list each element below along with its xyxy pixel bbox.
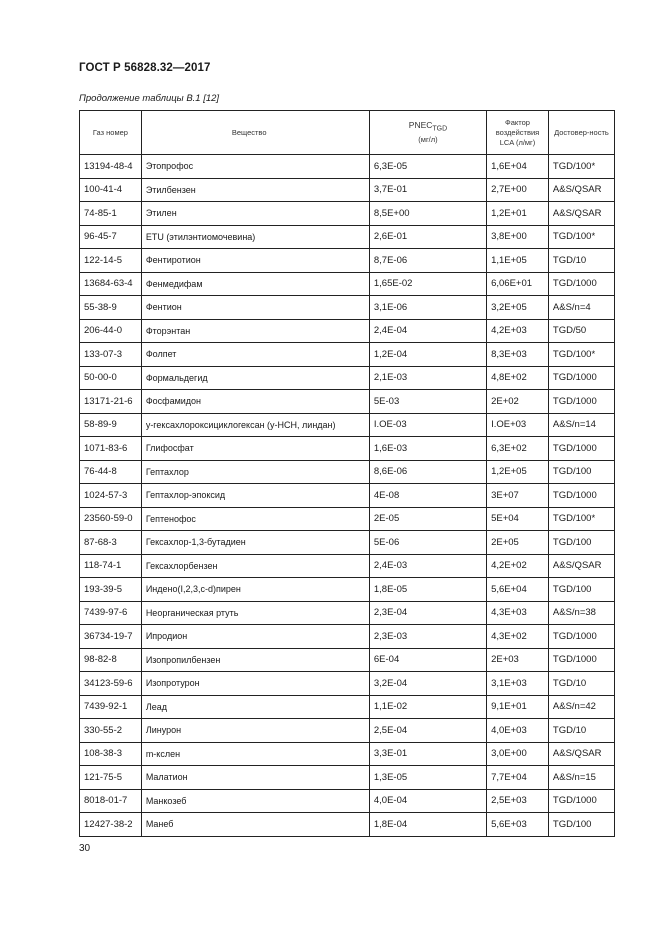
document-code: ГОСТ Р 56828.32—2017 [79,62,211,74]
cell-reliability: A&S/QSAR [548,178,614,202]
cell-reliability: A&S/QSAR [548,202,614,226]
cell-reliability: TGD/1000 [548,789,614,813]
cell-gas-number: 193-39-5 [80,578,142,602]
table-row [80,437,615,461]
cell-gas-number: 13684-63-4 [80,272,142,296]
table-body [80,155,615,837]
cell-pnec: 8,7E-06 [369,249,486,273]
table-header-row [80,111,615,155]
cell-gas-number: 118-74-1 [80,554,142,578]
cell-pnec: 6,3E-05 [369,155,486,179]
cell-substance: Малатион [141,766,369,790]
cell-gas-number: 7439-97-6 [80,601,142,625]
cell-lca: 2E+05 [487,531,549,555]
cell-pnec: I.OE-03 [369,413,486,437]
cell-lca: 2E+02 [487,390,549,414]
cell-pnec: 1,2E-04 [369,343,486,367]
cell-pnec: 2,4E-04 [369,319,486,343]
cell-lca: 5,6E+04 [487,578,549,602]
cell-lca: 3,0E+00 [487,742,549,766]
cell-gas-number: 330-55-2 [80,719,142,743]
cell-substance: Этилбензен [141,178,369,202]
cell-lca: 5E+04 [487,507,549,531]
cell-reliability: TGD/100 [548,578,614,602]
cell-gas-number: 23560-59-0 [80,507,142,531]
header-reliability: Достовер-ность [548,111,614,155]
table-row [80,413,615,437]
cell-gas-number: 55-38-9 [80,296,142,320]
cell-pnec: 3,2E-04 [369,672,486,696]
cell-gas-number: 133-07-3 [80,343,142,367]
cell-gas-number: 1024-57-3 [80,484,142,508]
cell-reliability: A&S/n=38 [548,601,614,625]
cell-pnec: 2,4E-03 [369,554,486,578]
cell-reliability: TGD/1000 [548,272,614,296]
cell-reliability: TGD/100* [548,507,614,531]
table-row [80,742,615,766]
table-row [80,366,615,390]
cell-gas-number: 7439-92-1 [80,695,142,719]
data-table [79,110,615,837]
cell-substance: Неорганическая ртуть [141,601,369,625]
cell-lca: 9,1E+01 [487,695,549,719]
cell-lca: 3E+07 [487,484,549,508]
cell-pnec: 8,6E-06 [369,460,486,484]
cell-substance: Этилен [141,202,369,226]
cell-reliability: TGD/1000 [548,625,614,649]
cell-substance: Фолпет [141,343,369,367]
cell-reliability: TGD/100* [548,343,614,367]
cell-pnec: 1,6E-03 [369,437,486,461]
cell-substance: Изопропилбензен [141,648,369,672]
table-row [80,789,615,813]
table-row [80,625,615,649]
cell-substance: Гексахлор-1,3-бутадиен [141,531,369,555]
table-row [80,155,615,179]
cell-reliability: TGD/10 [548,719,614,743]
cell-reliability: TGD/50 [548,319,614,343]
cell-reliability: A&S/n=42 [548,695,614,719]
cell-lca: 2E+03 [487,648,549,672]
cell-lca: 1,6E+04 [487,155,549,179]
cell-substance: Гексахлорбензен [141,554,369,578]
cell-substance: Линурон [141,719,369,743]
cell-lca: 3,2E+05 [487,296,549,320]
cell-substance: Леад [141,695,369,719]
cell-reliability: TGD/10 [548,672,614,696]
cell-lca: 1,1E+05 [487,249,549,273]
table-row [80,390,615,414]
table-row [80,202,615,226]
cell-lca: 4,0E+03 [487,719,549,743]
cell-substance: ETU (этилэнтиомочевина) [141,225,369,249]
table-row [80,272,615,296]
cell-reliability: TGD/1000 [548,484,614,508]
cell-substance: Глифосфат [141,437,369,461]
cell-gas-number: 121-75-5 [80,766,142,790]
cell-substance: Формальдегид [141,366,369,390]
cell-lca: 7,7E+04 [487,766,549,790]
cell-lca: 6,06E+01 [487,272,549,296]
header-pnec-main: PNEC [408,120,433,131]
table-row [80,319,615,343]
cell-reliability: TGD/1000 [548,366,614,390]
cell-lca: 2,5E+03 [487,789,549,813]
cell-gas-number: 122-14-5 [80,249,142,273]
cell-reliability: TGD/100 [548,531,614,555]
table-row [80,672,615,696]
table-caption: Продолжение таблицы В.1 [12] [79,93,220,104]
header-pnec-unit: (мг/л) [418,134,438,144]
cell-reliability: A&S/QSAR [548,742,614,766]
cell-lca: 5,6E+03 [487,813,549,837]
table-row [80,719,615,743]
cell-gas-number: 12427-38-2 [80,813,142,837]
table-row [80,225,615,249]
cell-gas-number: 74-85-1 [80,202,142,226]
table-row [80,296,615,320]
cell-pnec: 1,8E-04 [369,813,486,837]
cell-lca: 4,2E+03 [487,319,549,343]
cell-gas-number: 13171-21-6 [80,390,142,414]
table-row [80,648,615,672]
cell-gas-number: 108-38-3 [80,742,142,766]
cell-reliability: TGD/1000 [548,648,614,672]
cell-pnec: 1,3E-05 [369,766,486,790]
cell-gas-number: 50-00-0 [80,366,142,390]
cell-gas-number: 1071-83-6 [80,437,142,461]
cell-reliability: TGD/100 [548,460,614,484]
cell-pnec: 2,3E-03 [369,625,486,649]
cell-reliability: TGD/100 [548,813,614,837]
cell-lca: 6,3E+02 [487,437,549,461]
cell-substance: Фентион [141,296,369,320]
cell-substance: у-гексахлороксициклогексан (у-НСН, линдан) [141,413,369,437]
page-number: 30 [79,843,91,854]
cell-reliability: A&S/n=4 [548,296,614,320]
cell-gas-number: 34123-59-6 [80,672,142,696]
cell-pnec: 8,5E+00 [369,202,486,226]
cell-reliability: A&S/n=15 [548,766,614,790]
cell-gas-number: 8018-01-7 [80,789,142,813]
cell-reliability: TGD/100* [548,155,614,179]
table-row [80,249,615,273]
cell-pnec: 4,0E-04 [369,789,486,813]
cell-reliability: TGD/100* [548,225,614,249]
cell-substance: Фосфамидон [141,390,369,414]
cell-pnec: 2,1E-03 [369,366,486,390]
cell-substance: Фторэнтан [141,319,369,343]
cell-lca: 3,1E+03 [487,672,549,696]
cell-substance: Гептахлор [141,460,369,484]
cell-gas-number: 76-44-8 [80,460,142,484]
cell-reliability: A&S/QSAR [548,554,614,578]
cell-lca: 4,3E+02 [487,625,549,649]
cell-substance: Фенмедифам [141,272,369,296]
header-gas-number: Газ номер [80,111,142,155]
cell-gas-number: 13194-48-4 [80,155,142,179]
cell-lca: 3,8E+00 [487,225,549,249]
cell-pnec: 1,1E-02 [369,695,486,719]
cell-substance: Ипродион [141,625,369,649]
cell-gas-number: 96-45-7 [80,225,142,249]
table-row [80,343,615,367]
cell-pnec: 3,3E-01 [369,742,486,766]
table-row [80,813,615,837]
table-row [80,578,615,602]
cell-lca: 4,8E+02 [487,366,549,390]
cell-substance: Манкозеб [141,789,369,813]
cell-reliability: A&S/n=14 [548,413,614,437]
cell-pnec: 2E-05 [369,507,486,531]
cell-pnec: 4E-08 [369,484,486,508]
cell-pnec: 2,5E-04 [369,719,486,743]
cell-pnec: 5E-06 [369,531,486,555]
cell-substance: Манеб [141,813,369,837]
cell-lca: I.OE+03 [487,413,549,437]
cell-pnec: 1,8E-05 [369,578,486,602]
cell-pnec: 2,3E-04 [369,601,486,625]
cell-substance: m-кслен [141,742,369,766]
cell-pnec: 3,7E-01 [369,178,486,202]
cell-lca: 2,7E+00 [487,178,549,202]
table-row [80,484,615,508]
table-row [80,601,615,625]
cell-gas-number: 58-89-9 [80,413,142,437]
cell-gas-number: 36734-19-7 [80,625,142,649]
table-row [80,178,615,202]
table-row [80,695,615,719]
cell-lca: 1,2E+05 [487,460,549,484]
header-substance: Вещество [141,111,369,155]
table-row [80,460,615,484]
cell-substance: Фентиротион [141,249,369,273]
header-pnec-sub: TGD [432,125,448,133]
cell-pnec: 5E-03 [369,390,486,414]
cell-reliability: TGD/10 [548,249,614,273]
cell-gas-number: 98-82-8 [80,648,142,672]
header-lca: Фактор воздействия LCA (л/мг) [487,111,549,155]
cell-pnec: 3,1E-06 [369,296,486,320]
cell-reliability: TGD/1000 [548,390,614,414]
header-pnec [369,111,486,155]
table-row [80,531,615,555]
table-row [80,507,615,531]
cell-substance: Индено(I,2,3,c-d)пирен [141,578,369,602]
cell-lca: 4,3E+03 [487,601,549,625]
cell-pnec: 6E-04 [369,648,486,672]
cell-reliability: TGD/1000 [548,437,614,461]
cell-lca: 8,3E+03 [487,343,549,367]
cell-substance: Гептахлор-эпоксид [141,484,369,508]
cell-pnec: 2,6E-01 [369,225,486,249]
cell-gas-number: 100-41-4 [80,178,142,202]
cell-substance: Этопрофос [141,155,369,179]
cell-lca: 1,2E+01 [487,202,549,226]
table-row [80,554,615,578]
cell-substance: Изопротурон [141,672,369,696]
table-row [80,766,615,790]
cell-gas-number: 206-44-0 [80,319,142,343]
cell-pnec: 1,65E-02 [369,272,486,296]
cell-gas-number: 87-68-3 [80,531,142,555]
cell-substance: Гептенофос [141,507,369,531]
cell-lca: 4,2E+02 [487,554,549,578]
